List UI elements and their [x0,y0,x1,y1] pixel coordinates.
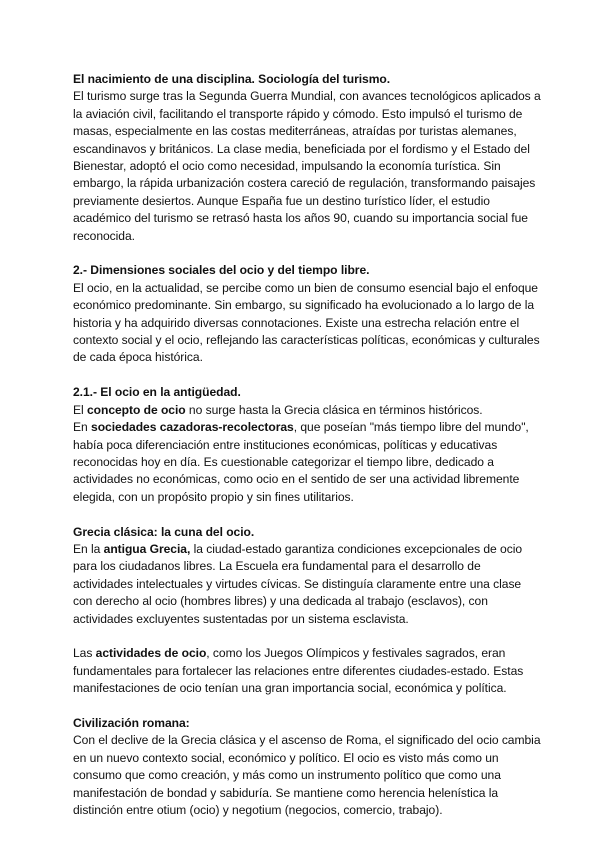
paragraph: El turismo surge tras la Segunda Guerra Mundial, con avances tecnológicos aplicados a la aviación civil, facilitando el transporte rápido y cómodo. Esto impulsó el turismo de masas, especialmente en las costas mediterráneas, atraídas por turistas alemanes, escandinavos y británicos. La clase media, beneficiada por el fordismo y el Estado del Bienestar, adoptó el ocio como necesidad, impulsando la economía turística. Sin embargo, la rápida urbanización costera careció de regulación, transformando paisajes previamente desiertos. Aunque España fue un destino turístico líder, el estudio académico del turismo se retrasó hasta los años 90, cuando su importancia social fue reconocida. [73,89,541,243]
bold-term: actividades de ocio [95,646,207,661]
paragraph [73,402,543,419]
text-run: , como los Juegos Olímpicos y festivales sagrados, eran fundamentales para fortalecer las relaciones entre diferentes ciudades-estado. Estas manifestaciones de ocio tenían una gran importancia social, económica y política. [73,646,524,696]
text-run: En la [73,541,104,556]
paragraph: Con el declive de la Grecia clásica y el ascenso de Roma, el significado del ocio cambia en un nuevo contexto social, económico y político. El ocio es visto más como un consumo que como creación, y más como un instrumento político que como una manifestación de bondad y sabiduría. Se mantiene como herencia helenística la distinción entre otium (ocio) y negotium (negocios, comercio, trabajo). [73,733,541,817]
text-run: la ciudad-estado garantiza condiciones excepcionales de ocio para los ciudadanos libres. La Escuela era fundamental para el desarrollo de actividades intelectuales y virtudes cívicas. Se distinguía claramente entre una clase con derecho al ocio (hombres libres) y una dedicada al trabajo (esclavos), con actividades excluyentes sustentadas por un sistema esclavista. [73,541,523,626]
paragraph [73,419,543,506]
section-heading: 2.1.- El ocio en la antigüedad. [73,385,241,400]
paragraph: El ocio, en la actualidad, se percibe como un bien de consumo esencial bajo el enfoque económico predominante. Sin embargo, su significado ha evolucionado a lo largo de la historia y ha adquirido diversas connotaciones. Existe una estrecha relación entre el contexto social y el ocio, reflejando las características políticas, económicas y culturales de cada época histórica. [73,280,540,365]
text-run: El [73,402,87,417]
bold-term: antigua Grecia, [103,541,191,556]
text-run: no surge hasta la Grecia clásica en términos históricos. [185,402,483,417]
section-sociologia-turismo [73,71,543,245]
paragraph [73,645,543,697]
document-page [73,71,543,819]
bold-term: sociedades cazadoras-recolectoras [91,420,294,435]
text-run: , que poseían "más tiempo libre del mundo", había poca diferenciación entre instituciones económicas, políticas y educativas reconocidas hoy en día. Es cuestionable categorizar el tiempo libre, dedicado a actividades no económicas, como ocio en el sentido de ser una actividad libremente elegida, con un propósito propio y sin fines utilitarios. [73,420,529,504]
section-heading: Grecia clásica: la cuna del ocio. [73,524,255,539]
text-run: Las [73,646,96,661]
bold-term: concepto de ocio [86,402,186,417]
section-heading: El nacimiento de una disciplina. Sociología del turismo. [73,72,391,86]
section-ocio-antiguedad [73,384,543,506]
paragraph [73,541,543,628]
section-dimensiones-sociales [73,262,543,366]
section-heading: 2.- Dimensiones sociales del ocio y del tiempo libre. [73,263,370,278]
section-heading: Civilización romana: [73,715,190,730]
section-grecia-clasica [73,524,543,698]
section-civilizacion-romana [73,715,543,819]
text-run: En [73,420,92,435]
